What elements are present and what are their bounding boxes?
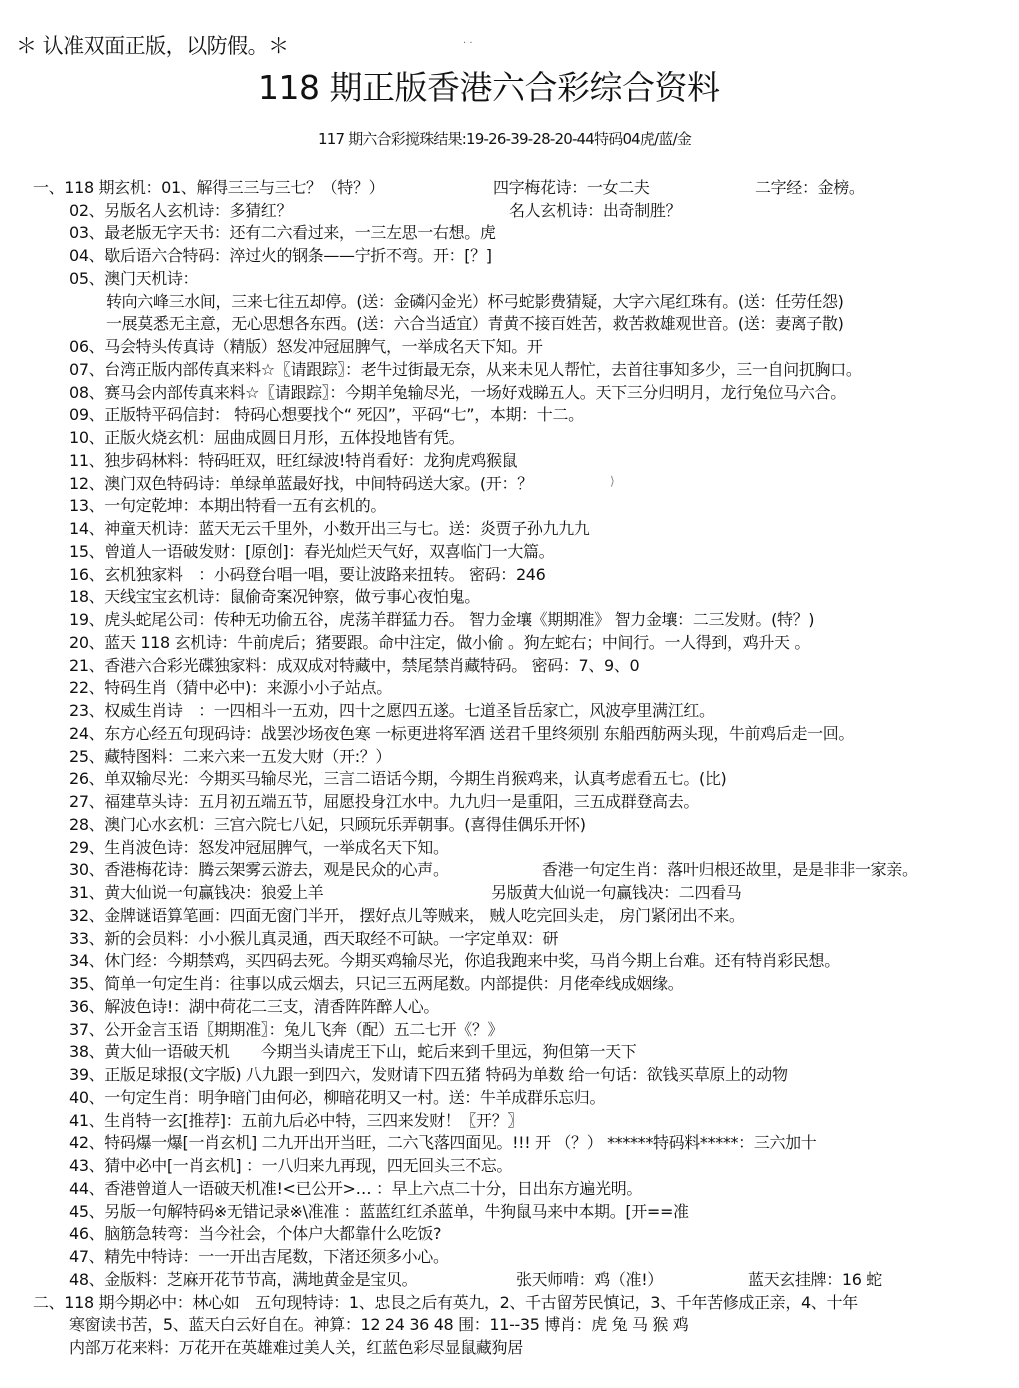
list-item-32: 32、金牌谜语算笔画：四面无窗门半开， 摆好点儿等贼来， 贼人吃完回头走， 房门紧闭出不来。: [69, 906, 745, 925]
line30-hk-zodiac: 香港一句定生肖：落叶归根还故里，是是非非一家亲。: [542, 860, 918, 879]
line01-plum-poem: 四字梅花诗：一女二夫: [493, 178, 650, 197]
list-item-46: 46、脑筋急转弯：当今社会，个体户大都靠什么吃饭?: [69, 1224, 442, 1243]
list-item-07: 07、台湾正版内部传真来料☆〖请跟踪〗：老牛过街最无奈，从来未见人帮忙，去首往事知多少，三一自问扤胸口。: [69, 360, 862, 379]
list-item-13: 13、一句定乾坤：本期出特看一五有玄机的。: [69, 496, 387, 515]
section2-line1: 二、118 期今期必中：林心如 五句现特诗：1、忠艮之后有英九，2、千古留芳民慎记，3、千年苦修成正亲，4、十年: [33, 1293, 858, 1312]
previous-draw-result: 117 期六合彩搅珠结果:19-26-39-28-20-44特码04虎/蓝/金: [318, 130, 692, 148]
list-item-05: 05、澳门天机诗：: [69, 269, 199, 288]
list-item-43: 43、猜中必中[一肖玄机] ：一八归来九再现，四无回头三不忘。: [69, 1156, 513, 1175]
list-item-18: 18、天线宝宝玄机诗：鼠偷奇案况钟察，做亏事心夜怕鬼。: [69, 587, 480, 606]
list-item-23: 23、权威生肖诗 ：一四相斗一五劝，四十之愿四五遂。七道圣旨岳家亡，风波亭里满江红。: [69, 701, 715, 720]
list-item-12: 12、澳门双色特码诗：单绿单蓝最好找，中间特码送大家。(开：？: [69, 474, 533, 493]
decorative-dots: · ·: [463, 38, 473, 49]
section2-line2: 寒窗读书苦，5、蓝天白云好自在。神算：12 24 36 48 围：11--35 博肖：虎 兔 马 猴 鸡: [69, 1315, 689, 1334]
list-item-09: 09、正版特平码信封： 特码心想要找个“ 死囚”，平码“七”，本期：十二。: [69, 405, 584, 424]
list-item-34: 34、休门经：今期禁鸡，买四码去死。今期买鸡输尽光，你追我跑来中奖，马肖今期上台难。还有特肖彩民想。: [69, 951, 840, 970]
list-item-11: 11、独步码林料：特码旺双，旺红绿波!特肖看好：龙狗虎鸡猴鼠: [69, 451, 518, 470]
list-item-24: 24、东方心经五句现码诗：战罢沙场夜色寒 一标更进将军酒 送君千里终须别 东船西舫两头现，牛前鸡后走一回。: [69, 724, 855, 743]
list-item-41: 41、生肖特一玄[推荐]：五前九后必中特，三四来发财！〖开？〗: [69, 1111, 523, 1130]
list-item-14: 14、神童天机诗：蓝天无云千里外，小数开出三与七。送：炎贾子孙九九九: [69, 519, 590, 538]
line01-main: 01、解得三三与三七？（特？）: [161, 178, 385, 197]
list-item-42: 42、特码爆一爆[一肖玄机] 二九开出开当旺，二六飞落四面见。!!! 开 （？） ******特码料*****：三六加十: [69, 1133, 817, 1152]
list-item-05-verse2: 一展莫悉无主意，无心思想各东西。(送：六合当适宜）青黄不接百姓苦，救苦救雄观世音。(送：妻离子散): [106, 314, 844, 333]
line31-main: 31、黄大仙说一句赢钱决：狼爱上羊: [69, 883, 324, 902]
list-item-27: 27、福建草头诗：五月初五端五节，屈愿投身江水中。九九归一是重阳，三五成群登高去。: [69, 792, 700, 811]
section1-line01: [33, 178, 384, 198]
line48-lantian-sign: 蓝天玄挂牌：16 蛇: [748, 1270, 882, 1289]
list-item-10: 10、正版火烧玄机：屈曲成圆日月形，五体投地皆有凭。: [69, 428, 465, 447]
line48-zhang-tianshi: 张天师啃：鸡（准!）: [516, 1270, 663, 1289]
list-item-28: 28、澳门心水玄机：三宫六院七八妃，只顾玩乐弄朝事。(喜得佳偶乐开怀): [69, 815, 586, 834]
list-item-47: 47、精先中特诗：一一开出吉尾数，下渚还须多小心。: [69, 1247, 449, 1266]
line30-main: 30、香港梅花诗：腾云架雾云游去，观是民众的心声。: [69, 860, 449, 879]
line01-two-word-classic: 二字经：金榜。: [755, 178, 865, 197]
list-item-22: 22、特码生肖（猜中必中)：来源小小子站点。: [69, 678, 392, 697]
list-item-15: 15、曾道人一语破发财：[原创]：春光灿烂天气好，双喜临门一大篇。: [69, 542, 555, 561]
list-item-25: 25、藏特图料：二来六来一五发大财（开:？）: [69, 747, 392, 766]
list-item-06: 06、马会特头传真诗（精版）怒发冲冠屈脾气，一举成名天下知。开: [69, 337, 543, 356]
list-item-36: 36、解波色诗!：湖中荷花二三支，清香阵阵醉人心。: [69, 997, 440, 1016]
list-item-03: 03、最老版无字天书：还有二六看过来，一三左思一右想。虎: [69, 223, 496, 242]
line31-alt-version: 另版黄大仙说一句赢钱决：二四看马: [491, 883, 742, 902]
list-item-38: 38、黄大仙一语破天机 今期当头请虎王下山，蛇后来到千里远，狗但第一天下: [69, 1042, 637, 1061]
list-item-08: 08、赛马会内部传真来料☆〖请跟踪〗：今期羊兔输尽光，一场好戏睇五人。天下三分归明月，龙行兔位马六合。: [69, 383, 846, 402]
list-item-26: 26、单双输尽光：今期买马输尽光，三言二语话今期，今期生肖猴鸡来，认真考虑看五七。(比): [69, 769, 727, 788]
list-item-33: 33、新的会员料：小小猴儿真灵通，西天取经不可缺。一字定单双：研: [69, 929, 559, 948]
page-title: 118 期正版香港六合彩综合资料: [258, 68, 720, 107]
section2-line3: 内部万花来料：万花开在英雄难过美人关，红蓝色彩尽显鼠藏狗居: [69, 1338, 523, 1357]
list-item-29: 29、生肖波色诗：怒发冲冠屈脾气，一举成名天下知。: [69, 838, 449, 857]
list-item-21: 21、香港六合彩光碟独家料：成双成对特藏中，禁尾禁肖藏特码。 密码：7、9、0: [69, 656, 640, 675]
list-item-37: 37、公开金言玉语〖期期准〗：兔儿飞奔（配）五二七开《？》: [69, 1020, 504, 1039]
list-item-05-verse1: 转向六峰三水间，三来七往五却停。(送：金磷闪金光）杯弓蛇影费猜疑，大字六尾红珠有。(送：任劳任怨): [106, 292, 844, 311]
list-item-40: 40、一句定生肖：明争暗门由何必，柳暗花明又一村。送：牛羊成群乐忘归。: [69, 1088, 606, 1107]
list-item-19: 19、虎头蛇尾公司：传种无功偷五谷，虎荡羊群猛力吞。 智力金壤《期期准》 智力金壤：二三发财。(特？): [69, 610, 815, 629]
scan-artifact-mark: ⟩: [610, 474, 615, 488]
line02-main: 02、另版名人玄机诗：多猜红？: [69, 201, 293, 220]
list-item-44: 44、香港曾道人一语破天机准!<已公开>… ：早上六点二十分，日出东方遍光明。: [69, 1179, 643, 1198]
section1-prefix: 一、118 期玄机：: [33, 178, 162, 197]
list-item-45: 45、另版一句解特码※无错记录※\准准 ：蓝蓝红红杀蓝单，牛狗鼠马来中本期。[开==准: [69, 1202, 689, 1221]
list-item-16: 16、玄机独家料 ：小码登台唱一唱，要让波路来扭转。 密码：246: [69, 565, 546, 584]
line48-main: 48、金版料：芝麻开花节节高，满地黄金是宝贝。: [69, 1270, 418, 1289]
list-item-35: 35、简单一句定生肖：往事以成云烟去，只记三五两尾数。内部提供：月佬牵线成姻缘。: [69, 974, 684, 993]
line02-celebrity-poem: 名人玄机诗：出奇制胜？: [509, 201, 682, 220]
list-item-20: 20、蓝天 118 玄机诗：牛前虎后；猪要跟。命中注定，做小偷 。狗左蛇右；中间行。一人得到，鸡升天 。: [69, 633, 811, 652]
authenticity-notice: ＊ 认准双面正版，以防假。＊: [16, 34, 289, 58]
list-item-04: 04、歇后语六合特码：淬过火的钢条——宁折不弯。开：[？]: [69, 246, 492, 265]
list-item-39: 39、正版足球报(文字版) 八九跟一到四六，发财请下四五猪 特码为单数 给一句话：欲钱买草原上的动物: [69, 1065, 788, 1084]
